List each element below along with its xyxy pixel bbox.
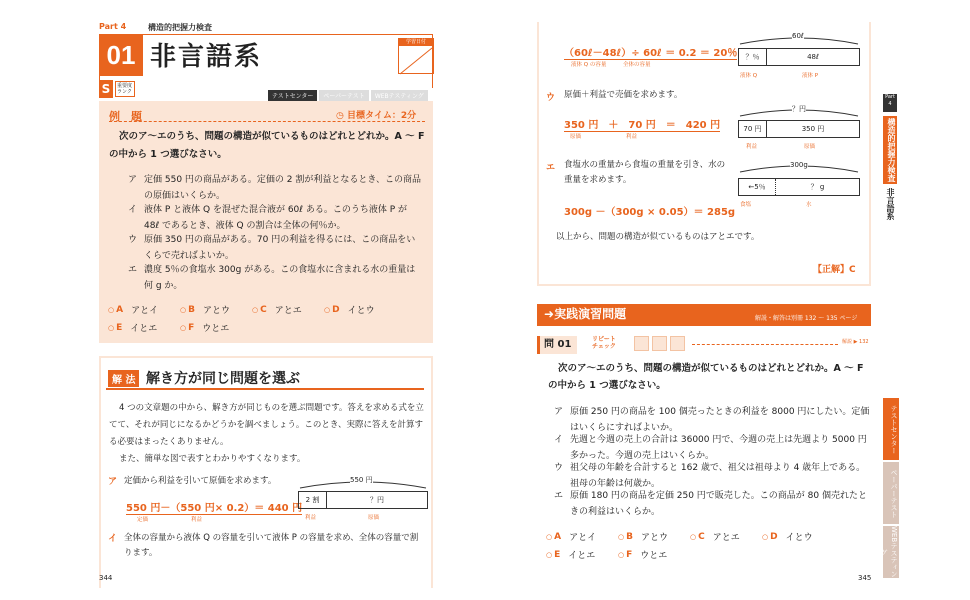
calc-label: 定価 xyxy=(137,517,149,523)
radio-icon: ○ xyxy=(690,532,697,541)
bar-segment: ←5％ xyxy=(748,183,766,191)
choice-c[interactable]: ○ C アとエ xyxy=(252,304,302,316)
target-time-text: 目標タイム：2分 xyxy=(347,111,417,121)
bar-segment: 2 割 xyxy=(299,492,327,508)
question-item: ア 原価 250 円の商品を 100 個売ったときの利益を 8000 円にしたい。定価はいくらにすればよいか。 xyxy=(554,407,870,433)
radio-icon: ○ xyxy=(108,305,115,314)
part-label: Part 4 xyxy=(99,22,127,31)
practice-title: ➜実践演習問題 xyxy=(544,307,627,321)
choice-a[interactable]: ○ A アとイ xyxy=(108,304,159,316)
bar-label: 原価 xyxy=(368,515,380,521)
example-item xyxy=(128,172,424,204)
item-key: ウ xyxy=(546,93,556,103)
solution-step-text: 全体の容量から液体 Q の容量を引いて液体 P の容量を求め、全体の容量で割ります。 xyxy=(124,533,419,558)
choice-f[interactable]: ○ F ウとエ xyxy=(618,549,668,561)
calc-label: 全体の容量 xyxy=(623,62,651,68)
clock-icon: ◷ xyxy=(336,111,344,121)
conclusion: 以上から、問題の構造が似ているものはアとエです。 xyxy=(556,232,760,242)
page-number: 344 xyxy=(99,574,113,582)
item-text: 濃度 5％の食塩水 300g がある。この食塩水に含まれる水の重量は何 g か。 xyxy=(144,265,416,291)
item-key: エ xyxy=(128,265,138,275)
item-key: エ xyxy=(546,163,556,173)
question-item: エ 原価 180 円の商品を定価 250 円で販売した。この商品が 80 個売れたときの利益はいくらか。 xyxy=(554,491,867,517)
solution-title: 解き方が同じ問題を選ぶ xyxy=(146,371,300,387)
question-item: ウ 祖父母の年齢を合計すると 162 歳で、祖父は祖母より 4 歳年上である。祖母の年齢は何歳か。 xyxy=(554,463,866,489)
target-time xyxy=(336,108,416,121)
divider xyxy=(692,344,838,345)
item-text: 液体 P と液体 Q を混ぜた混合液が 60ℓ ある。このうち液体 P が 48ℓ であるとき、液体 Q の割合は全体の何％か。 xyxy=(144,205,407,231)
date-slash-icon xyxy=(398,40,434,76)
question-prompt: 次のア～エのうち、問題の構造が似ているものはどれとどれか。A ～ F の中から 1 つ選びなさい。 xyxy=(548,363,864,391)
diagram-bar xyxy=(738,120,860,138)
choice-e[interactable]: ○ E イとエ xyxy=(108,322,158,334)
divider xyxy=(106,388,424,390)
solution-step-text: 定価から利益を引いて原価を求めます。 xyxy=(124,476,277,486)
radio-icon: ○ xyxy=(108,323,115,332)
page-number: 345 xyxy=(858,574,872,582)
question-choices xyxy=(546,530,834,561)
example-prompt: 次のア～エのうち、問題の構造が似ているものはどれとどれか。A ～ F の中から 1 つ選びなさい。 xyxy=(109,131,425,160)
radio-icon: ○ xyxy=(180,305,187,314)
tab-test-center: テストセンター xyxy=(268,90,317,101)
choice-b[interactable]: ○ B アとウ xyxy=(180,304,230,316)
bar-segment: 70 円 xyxy=(739,121,767,137)
bar-label: 利益 xyxy=(305,515,317,521)
side-subtopic: 非言語系 xyxy=(886,188,895,220)
bar-label: 水 xyxy=(806,202,812,208)
solution-tag: 解 法 xyxy=(108,370,139,387)
diagram-total: 550 円 xyxy=(350,476,373,484)
bar-label: 原価 xyxy=(804,144,816,150)
answer: 【正解】C xyxy=(813,265,856,275)
bar-label: 利益 xyxy=(746,144,758,150)
page-title: 非言語系 xyxy=(150,42,263,72)
divider xyxy=(109,121,425,122)
rank-label: 重要度ランク xyxy=(115,81,135,97)
solution-step-text: 原価＋利益で売価を求めます。 xyxy=(564,90,683,100)
choice-a[interactable]: ○ A アとイ xyxy=(546,531,597,543)
study-date-label: 学習日付 xyxy=(398,38,434,46)
diagram-bar xyxy=(738,48,860,66)
example-item xyxy=(128,262,424,294)
calc-formula: 550 円－（550 円× 0.2）＝ 440 円 xyxy=(126,499,302,515)
item-key: ウ xyxy=(128,235,138,245)
explanation-ref: 解説 ▶ 132 xyxy=(842,339,869,345)
example-label: 例 題 xyxy=(109,110,142,123)
arrow-icon: ➜ xyxy=(544,307,555,321)
radio-icon: ○ xyxy=(618,532,625,541)
part-topic: 構造的把握力検査 xyxy=(148,23,212,32)
item-key: ア xyxy=(128,175,138,185)
solution-text: 4 つの文章題の中から、解き方が同じものを選ぶ問題です。答えを求める式を立てて、それが同じになるかどうかを調べましょう。このとき、実際に答えを計算する必要はまったくありません。 また、簡単な図で表すとわかりやすくなります。 xyxy=(109,403,424,464)
tab-web-testing: WEBテスティング xyxy=(371,90,428,101)
calc-label: 利益 xyxy=(626,134,638,140)
radio-icon: ○ xyxy=(546,550,553,559)
calc-label: 原価 xyxy=(570,134,582,140)
bar-segment: ？％ xyxy=(739,49,767,65)
diagram-bar xyxy=(298,491,428,509)
diagram-total: 300g xyxy=(790,161,808,169)
side-tab-web-testing: WEBテスティング xyxy=(880,526,898,578)
diagram-total: 60ℓ xyxy=(792,32,804,40)
bar-segment: ？ g xyxy=(775,179,859,195)
diagram-bar xyxy=(738,178,860,196)
bar-segment: 350 円 xyxy=(801,125,825,133)
side-part-badge: Part 4 xyxy=(883,94,897,112)
section-number: 01 xyxy=(99,34,143,76)
calc-label: 利益 xyxy=(191,517,203,523)
radio-icon: ○ xyxy=(180,323,187,332)
item-key: イ xyxy=(108,534,118,544)
choice-f[interactable]: ○ F ウとエ xyxy=(180,322,230,334)
practice-ref: 解説・解答は別冊 132 ～ 135 ページ xyxy=(755,315,858,322)
rank-badge: S xyxy=(99,80,113,98)
calc-label: 液体 Q の容量 xyxy=(571,62,607,68)
bar-label: 食塩 xyxy=(740,202,752,208)
calc-formula: （60ℓ－48ℓ）÷ 60ℓ ＝ 0.2 ＝ 20％ xyxy=(564,44,737,60)
calc-formula: 350 円 ＋ 70 円 ＝ 420 円 xyxy=(564,116,720,132)
side-tab-paper-test: ペーパーテスト xyxy=(883,462,899,524)
calc-formula: 300g －（300g × 0.05）＝ 285g xyxy=(564,207,736,218)
radio-icon: ○ xyxy=(252,305,259,314)
choice-d[interactable]: ○ D イとウ xyxy=(762,531,813,543)
question-number: 問 01 xyxy=(537,336,577,354)
radio-icon: ○ xyxy=(324,305,331,314)
item-text: 定価 550 円の商品がある。定価の 2 割が利益となるとき、この商品の原価はいくらか。 xyxy=(144,175,421,201)
repeat-checkbox[interactable] xyxy=(634,336,649,351)
bar-segment: 48ℓ xyxy=(807,53,819,61)
diagram-total: ？円 xyxy=(792,105,806,113)
bar-segment: ？円 xyxy=(370,496,384,504)
bar-label: 液体 Q xyxy=(740,73,758,79)
example-item xyxy=(128,202,424,234)
solution-step-text: 食塩水の重量から食塩の重量を引き、水の重量を求めます。 xyxy=(564,160,726,185)
item-key: ア xyxy=(108,477,118,487)
choice-c[interactable]: ○ C アとエ xyxy=(690,531,740,543)
example-choices xyxy=(108,303,396,334)
item-text: 原価 350 円の商品がある。70 円の利益を得るには、この商品をいくらで売ればよいか。 xyxy=(144,235,416,261)
repeat-checkbox[interactable] xyxy=(670,336,685,351)
item-key: イ xyxy=(128,205,138,215)
example-item xyxy=(128,232,424,264)
repeat-checkbox[interactable] xyxy=(652,336,667,351)
repeat-check-label: リピートチェック xyxy=(592,336,616,350)
radio-icon: ○ xyxy=(762,532,769,541)
radio-icon: ○ xyxy=(618,550,625,559)
side-tab-test-center: テストセンター xyxy=(883,398,899,460)
radio-icon: ○ xyxy=(546,532,553,541)
test-type-tabs xyxy=(268,90,428,101)
side-topic-tab: 構造的把握力検査 xyxy=(883,116,897,184)
tab-paper-test: ペーパーテスト xyxy=(319,90,368,101)
question-item: イ 先週と今週の売上の合計は 36000 円で、今週の売上は先週より 5000 円多かった。今週の売上はいくらか。 xyxy=(554,435,867,461)
choice-e[interactable]: ○ E イとエ xyxy=(546,549,596,561)
bar-label: 液体 P xyxy=(802,73,819,79)
choice-d[interactable]: ○ D イとウ xyxy=(324,304,375,316)
choice-b[interactable]: ○ B アとウ xyxy=(618,531,668,543)
